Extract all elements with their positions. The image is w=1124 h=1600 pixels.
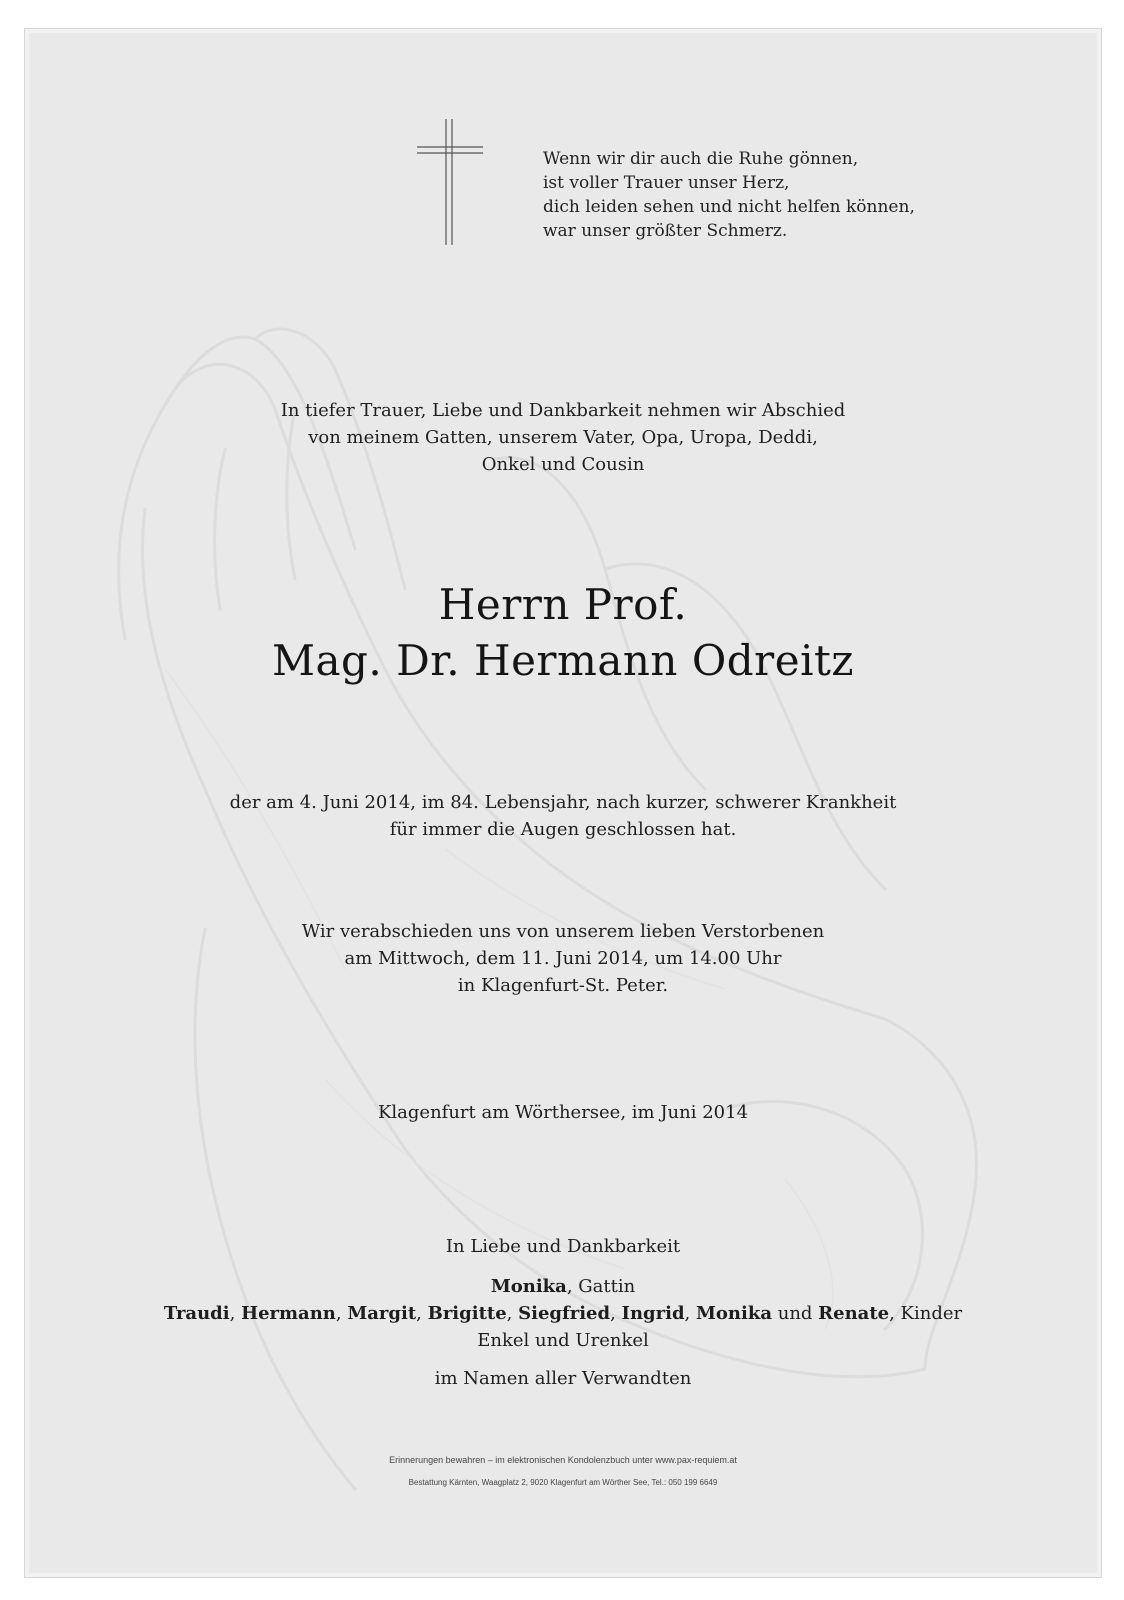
child-name: Renate [818,1303,890,1324]
farewell-line: am Mittwoch, dem 11. Juni 2014, um 14.00 Uhr [344,948,782,969]
intro-line: von meinem Gatten, unserem Vater, Opa, Uropa, Deddi, [308,427,818,448]
footer-address: Bestattung Kärnten, Waagplatz 2, 9020 Klagenfurt am Wörther See, Tel.: 050 199 6649 [408,1478,718,1487]
memorial-verse [543,147,915,243]
relatives-line: im Namen aller Verwandten [434,1368,692,1389]
intro-line: Onkel und Cousin [481,454,645,475]
spouse-line [25,1273,1101,1300]
deceased-name [25,577,1101,689]
farewell-line: in Klagenfurt-St. Peter. [457,975,669,996]
closing-line: In Liebe und Dankbarkeit [445,1236,681,1257]
child-name: Traudi [163,1303,230,1324]
child-name: Monika [696,1303,772,1324]
verse-line: ist voller Trauer unser Herz, [543,173,790,193]
mourners [25,1273,1101,1354]
death-line: der am 4. Juni 2014, im 84. Lebensjahr, nach kurzer, schwerer Krankheit [229,792,897,813]
child-name: Brigitte [427,1303,507,1324]
spouse-role: , Gattin [566,1276,636,1297]
children-role: , Kinder [889,1303,963,1324]
verse-line: Wenn wir dir auch die Ruhe gönnen, [543,149,859,169]
child-name: Hermann [241,1303,336,1324]
obituary-sheet [24,28,1102,1578]
child-name: Ingrid [621,1303,685,1324]
verse-line: war unser größter Schmerz. [543,221,788,241]
farewell-line: Wir verabschieden uns von unserem lieben Verstorbenen [301,921,825,942]
children-line: Traudi, Hermann, Margit, Brigitte, Siegfried, Ingrid, Monika und Renate, Kinder [163,1303,963,1324]
grandchildren-line: Enkel und Urenkel [477,1330,649,1351]
child-name: Margit [347,1303,417,1324]
spouse-name: Monika [490,1276,567,1297]
name-full-line: Mag. Dr. Hermann Odreitz [271,636,855,685]
cross-icon [415,117,485,247]
death-notice [25,789,1101,843]
verse-line: dich leiden sehen und nicht helfen können, [543,197,915,217]
name-title-line: Herrn Prof. [438,580,688,629]
death-line: für immer die Augen geschlossen hat. [389,819,737,840]
farewell-info [25,918,1101,999]
child-name: Siegfried [518,1303,611,1324]
intro-text [25,397,1101,478]
place-date: Klagenfurt am Wörthersee, im Juni 2014 [377,1102,749,1123]
footer-condolence: Erinnerungen bewahren – im elektronischen Kondolenzbuch unter www.pax-requiem.at [389,1455,737,1465]
intro-line: In tiefer Trauer, Liebe und Dankbarkeit nehmen wir Abschied [280,400,846,421]
children-and: und [772,1303,819,1324]
